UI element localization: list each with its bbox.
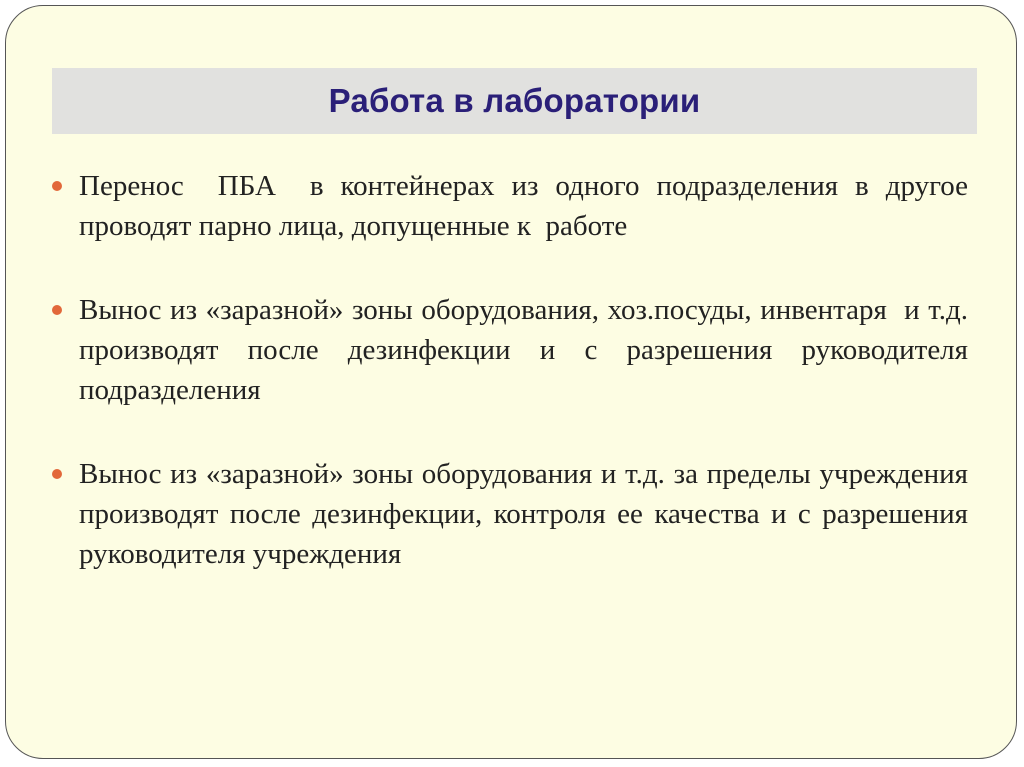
bullet-dot-icon [52,181,62,191]
slide [5,5,1017,759]
bullet-item [52,290,976,410]
title-band [52,68,977,134]
bullet-item [52,454,976,574]
bullet-text: Вынос из «заразной» зоны оборудования, хоз.посуды, инвентаря и т.д. производят после дезинфекции и с разрешения руководителя подразделения [79,294,976,406]
bullet-list [52,166,976,574]
bullet-dot-icon [52,469,62,479]
bullet-item [52,166,976,246]
slide-title: Работа в лаборатории [328,82,701,119]
bullet-text: Перенос ПБА в контейнерах из одного подразделения в другое проводят парно лица, допущенные к работе [79,170,976,242]
bullet-text: Вынос из «заразной» зоны оборудования и т.д. за пределы учреждения производят после дезинфекции, контроля ее качества и с разрешения руководителя учреждения [79,458,976,570]
bullet-dot-icon [52,305,62,315]
